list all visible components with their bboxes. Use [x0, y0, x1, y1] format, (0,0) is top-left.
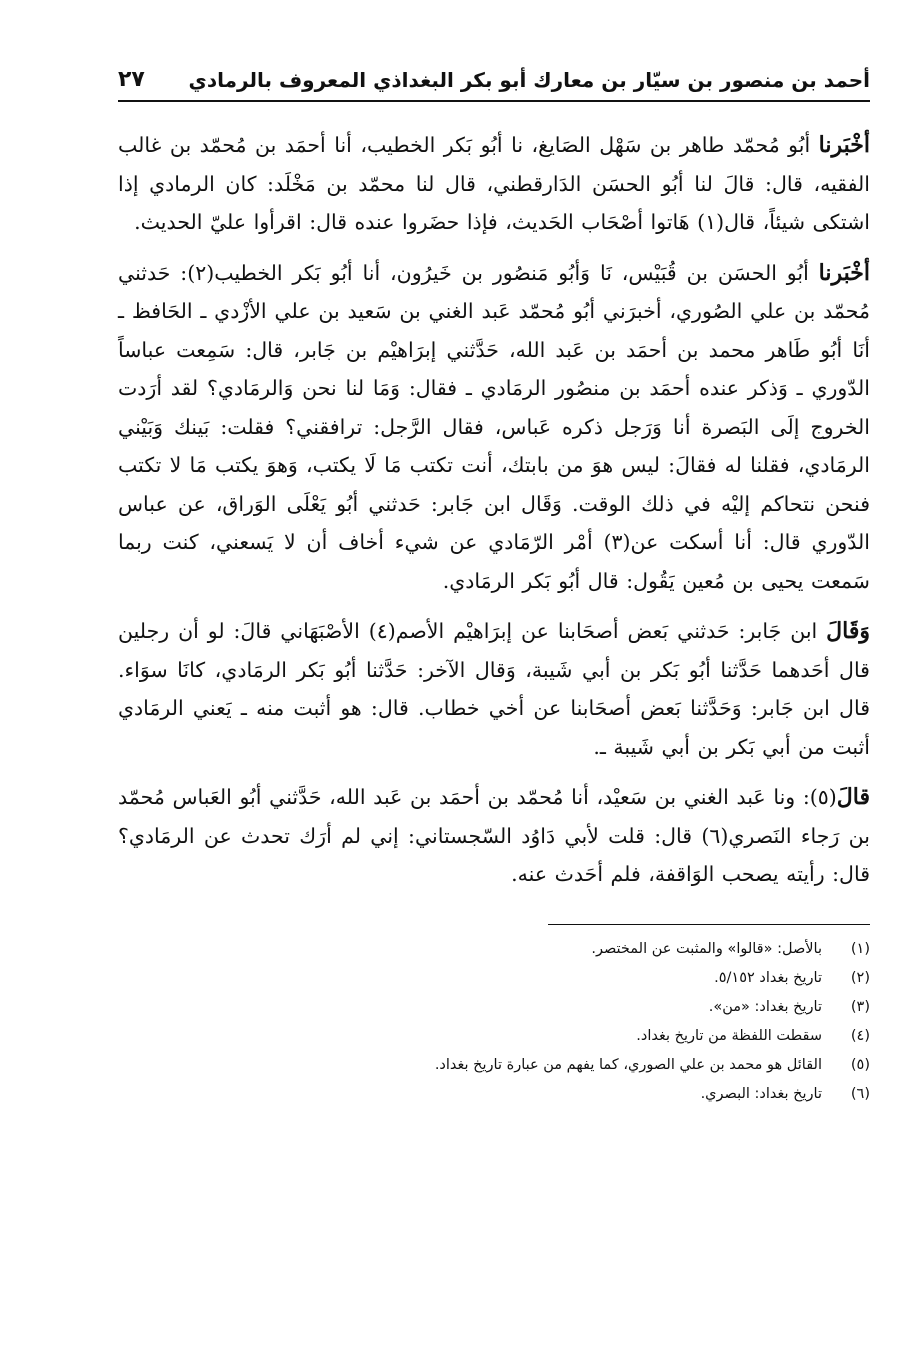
footnote	[118, 1080, 870, 1109]
footnote	[118, 1022, 870, 1051]
footnote-number: (٥)	[850, 1056, 870, 1073]
paragraph-text: أبُو الحسَن بن قُبَيْس، نَا وَأبُو مَنصُور بن خَيرُون، أنا أبُو بَكر الخطيب(٢): حَدثني مُحمّد بن علي الصُوري، أخبرَني أبُو مُحمّد عَبد الغني بن سَعيد بن علي الأزْدي ـ الحَافظ ـ أنَا أبُو طَاهر محمد بن أحمَد بن عَبد الله، حَدَّثني إبرَاهيْم بن جَابر، قال: سَمِعت عباساً الدّوري ـ وَذكر عنده أحمَد بن منصُور الرمَادي ـ فقال: وَمَا لنا نحن وَالرمَادي؟ لقد أرَدت الخروج إلَى البَصرة أنا وَرَجل ذكره عَباس، فقال الرَّجل: ترافقني؟ فقلت: بَينك وَبَيْني الرمَادي، فقلنا له فقالَ: ليس هوَ من بابتك، أنت تكتب مَا لَا يكتب، وَهوَ يكتب مَا لا تكتب فنحن نتحاكم إليْه في ذلك الوقت. وَقَال ابن جَابر: حَدثني أبُو يَعْلَى الوَراق، عن عباس الدّوري قال: أنا أسكت عن(٣) أمْر الرّمَادي عن شيء أخاف أن لا يَسعني، كنت ربما سَمعت يحيى بن مُعين يَقُول: قال أبُو بَكر الرمَادي.	[118, 260, 870, 593]
footnotes	[118, 935, 870, 1109]
footnote-number: (٤)	[850, 1027, 870, 1044]
footnote-text: بالأصل: «قالوا» والمثبت عن المختصر.	[591, 940, 822, 957]
footnote-text: سقطت اللفظة من تاريخ بغداد.	[636, 1027, 822, 1044]
paragraph-lead: وَقَالَ	[826, 618, 870, 644]
footnote-text: القائل هو محمد بن علي الصوري، كما يفهم من عبارة تاريخ بغداد.	[434, 1056, 822, 1073]
footnote-number: (١)	[850, 940, 870, 957]
paragraph-text: أبُو مُحمّد طاهر بن سَهْل الصَايغ، نا أبُو بَكر الخطيب، أنا أحمَد بن مُحمّد بن غالب الفقيه، قال: قالَ لنا أبُو الحسَن الدَارقطني، قال لنا محمّد بن مَخْلَد: كان الرمادي إذا اشتكى شيئاً، قال(١) هَاتوا أصْحَاب الحَديث، فإذا حضَروا عنده قال: اقرأوا عليّ الحديث.	[118, 133, 870, 234]
paragraph	[118, 778, 870, 894]
paragraph-lead: أخْبَرنا	[818, 259, 870, 286]
paragraph-lead: قالَ	[836, 784, 870, 810]
footnote-number: (٦)	[850, 1085, 870, 1102]
book-page	[118, 60, 870, 1109]
running-header	[118, 60, 870, 98]
paragraph	[118, 254, 870, 601]
footnote-text: تاريخ بغداد: «من».	[708, 998, 822, 1015]
footnote	[118, 964, 870, 993]
running-title: أحمد بن منصور بن سيّار بن معارك أبو بكر البغداذي المعروف بالرمادي	[188, 68, 870, 92]
footnote-text: تاريخ بغداد: البصري.	[700, 1085, 822, 1102]
footnote-text: تاريخ بغداد ٥/١٥٢.	[714, 969, 822, 986]
header-rule	[118, 100, 870, 102]
paragraph	[118, 126, 870, 242]
footnote	[118, 935, 870, 964]
footnote	[118, 993, 870, 1022]
paragraph-text: ابن جَابر: حَدثني بَعض أصحَابنا عن إبرَاهيْم الأصم(٤) الأصْبَهَاني قالَ: لو أن رجلين قال أحَدهما حَدَّثنا أبُو بَكر بن أبي شَيبة، وَقال الآخر: حَدَّثنا أبُو بَكر الرمَادي، كانَا سوَاء. قال ابن جَابر: وَحَدَّثنا بَعض أصحَابنا عن أخي خطاب. قال: هو أثبت منه ـ يَعني الرمَادي أثبت من أبي بَكر بن أبي شَيبة ـ.	[118, 619, 870, 759]
page-number: ٢٧	[118, 67, 145, 92]
paragraph-text: (٥): ونا عَبد الغني بن سَعيْد، أنا مُحمّد بن أحمَد بن عَبد الله، حَدَّثني أبُو العَباس مُحمّد بن رَجاء النَصري(٦) قال: قلت لأبي دَاوُد السّجستاني: إني لم أرَك تحدث عن الرمَادي؟ قال: رأيته يصحب الوَاقفة، فلم أحَدث عنه.	[118, 785, 870, 886]
footnote	[118, 1051, 870, 1080]
paragraph	[118, 612, 870, 766]
footnote-separator	[548, 924, 870, 925]
paragraph-lead: أخْبَرنا	[818, 132, 870, 158]
footnote-number: (٢)	[850, 969, 870, 986]
footnote-number: (٣)	[850, 998, 870, 1015]
main-text	[118, 126, 870, 894]
